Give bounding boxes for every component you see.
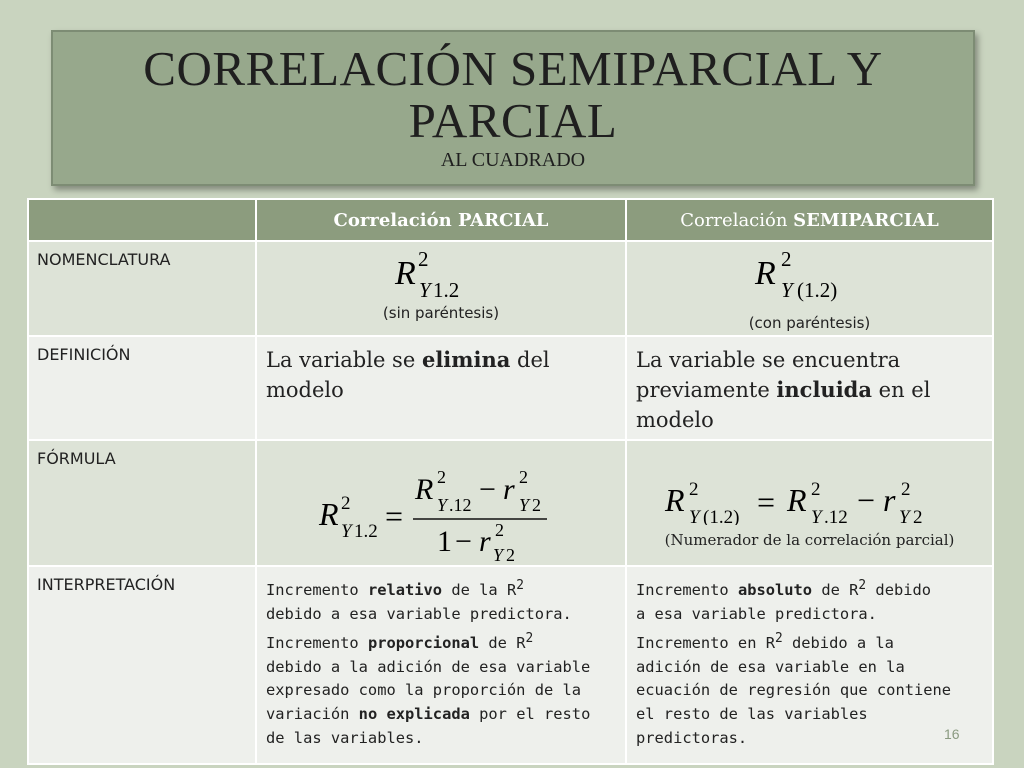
interpretacion-semiparcial [626, 566, 993, 764]
text-run: debido [866, 581, 932, 600]
symbol-squared: 2 [689, 479, 699, 500]
interp-parcial-line-5: expresado como la proporción de la [266, 681, 582, 700]
symbol-Y: Y [899, 507, 910, 525]
row-nomenclatura [28, 241, 993, 336]
formula-parcial-cell [256, 440, 626, 566]
title-box [51, 30, 975, 186]
text-run: Incremento [636, 581, 738, 600]
symbol-Y: Y [811, 507, 822, 525]
superscript: 2 [525, 630, 534, 646]
interp-semi-line-2: a esa variable predictora. [636, 604, 877, 623]
row-label-formula: FÓRMULA [28, 440, 256, 566]
definicion-parcial-text: La variable se [266, 348, 422, 372]
formula-parcial [257, 441, 623, 561]
symbol-squared: 2 [811, 479, 821, 500]
text-run: de R [479, 633, 526, 652]
symbol-squared: 2 [341, 493, 351, 514]
symbol-minus: − [479, 473, 496, 506]
interp-parcial-line-7: de las variables. [266, 729, 424, 748]
row-label-interpretacion: INTERPRETACIÓN [28, 566, 256, 764]
row-formula [28, 440, 993, 566]
superscript: 2 [775, 630, 783, 646]
symbol-minus: − [857, 482, 876, 518]
symbol-sub-2: 2 [913, 507, 923, 525]
symbol-sub-12: 1.2 [354, 521, 378, 542]
symbol-r: r [883, 482, 896, 518]
formula-semiparcial [627, 441, 990, 525]
symbol-Y: Y [689, 507, 700, 525]
header-parcial [256, 199, 626, 241]
definicion-semiparcial-text-end: en el modelo [636, 378, 931, 432]
nomenclatura-parcial-note: (sin paréntesis) [382, 304, 500, 322]
interp-parcial-line-3 [266, 627, 619, 656]
symbol-squared: 2 [495, 520, 504, 540]
row-label-nomenclatura: NOMENCLATURA [28, 241, 256, 336]
row-interpretacion [28, 566, 993, 764]
text-run: Incremento en R [636, 633, 775, 652]
symbol-squared: 2 [437, 467, 446, 487]
row-definicion [28, 336, 993, 440]
interp-semi-line-1 [636, 574, 986, 603]
symbol-equals: = [757, 484, 776, 520]
text-run: Incremento [266, 633, 368, 652]
interp-semi-line-3 [636, 627, 986, 656]
text-run: por el resto [469, 705, 591, 724]
slide-title-line2: PARCIAL [408, 93, 618, 148]
definicion-parcial-emphasis: elimina [421, 347, 511, 372]
definicion-semiparcial-emphasis: incluida [776, 377, 872, 402]
header-semiparcial-strong: SEMIPARCIAL [793, 209, 939, 231]
symbol-sub-12: 1.2 [433, 278, 460, 302]
text-run: variación [266, 705, 359, 724]
slide-title-line1: CORRELACIÓN SEMIPARCIAL Y [143, 41, 883, 96]
interp-parcial-line-2: debido a esa variable predictora. [266, 604, 572, 623]
text-emphasis: no explicada [358, 705, 470, 724]
nomenclatura-semiparcial-formula [627, 242, 990, 304]
symbol-R: R [787, 482, 807, 518]
symbol-sub-dot12: .12 [824, 507, 848, 525]
interp-parcial-line-6 [266, 703, 619, 727]
nomenclatura-semiparcial-cell [626, 241, 993, 336]
interp-semi-line-7: predictoras. [636, 729, 748, 748]
symbol-r: r [479, 525, 491, 558]
symbol-sub-dot12: .12 [449, 495, 472, 515]
definicion-semiparcial [626, 336, 993, 440]
symbol-sub-paren-12: (1.2) [797, 278, 838, 302]
symbol-minus: − [455, 525, 472, 558]
text-run: de la R [442, 581, 517, 600]
slide-title [53, 43, 973, 147]
symbol-squared: 2 [519, 467, 528, 487]
symbol-sub-2: 2 [532, 495, 541, 515]
text-emphasis: absoluto [737, 581, 813, 600]
symbol-R: R [415, 473, 434, 506]
symbol-one: 1 [437, 525, 452, 558]
interp-parcial-line-1 [266, 574, 619, 603]
text-run: de R [812, 581, 859, 600]
comparison-table [27, 198, 994, 765]
page-number: 16 [944, 726, 960, 742]
definicion-semiparcial-text: La variable se encuentra previamente [636, 348, 901, 402]
header-semiparcial-prefix: Correlación [680, 209, 794, 231]
header-semiparcial [626, 199, 993, 241]
symbol-squared: 2 [781, 247, 792, 271]
text-emphasis: relativo [367, 581, 443, 600]
superscript: 2 [858, 578, 867, 593]
definicion-parcial [256, 336, 626, 440]
symbol-Y: Y [437, 495, 448, 515]
header-parcial-prefix: Correlación [333, 209, 458, 231]
nomenclatura-semiparcial-note: (con paréntesis) [748, 314, 871, 332]
symbol-squared: 2 [418, 247, 429, 271]
symbol-squared: 2 [901, 479, 911, 500]
formula-semiparcial-note: (Numerador de la correlación parcial) [664, 531, 955, 549]
superscript: 2 [516, 578, 524, 593]
symbol-R: R [319, 496, 339, 532]
text-run: Incremento [266, 581, 368, 600]
symbol-Y: Y [493, 545, 504, 561]
header-row [28, 199, 993, 241]
symbol-equals: = [385, 498, 404, 534]
text-run: debido a la [782, 633, 894, 652]
interp-parcial-line-4: debido a la adición de esa variable [266, 657, 591, 676]
text-emphasis: proporcional [367, 633, 480, 652]
nomenclatura-parcial-cell [256, 241, 626, 336]
symbol-R: R [755, 255, 776, 292]
symbol-R: R [665, 482, 685, 518]
slide-subtitle: AL CUADRADO [440, 149, 586, 171]
symbol-R: R [395, 255, 416, 292]
symbol-sub-paren-12: (1.2) [703, 507, 740, 525]
symbol-sub-2: 2 [506, 545, 515, 561]
row-label-definicion: DEFINICIÓN [28, 336, 256, 440]
symbol-Y: Y [781, 278, 793, 302]
symbol-Y: Y [419, 278, 431, 302]
symbol-r: r [503, 473, 515, 506]
formula-semiparcial-cell [626, 440, 993, 566]
symbol-Y: Y [341, 521, 352, 542]
definicion-parcial-text-end: del modelo [266, 348, 550, 402]
symbol-Y: Y [519, 495, 530, 515]
header-parcial-strong: PARCIAL [457, 209, 549, 231]
header-empty-cell [28, 199, 256, 241]
nomenclatura-parcial-formula [257, 242, 623, 304]
interp-semi-line-5: ecuación de regresión que contiene [636, 681, 952, 700]
interp-semi-line-6: el resto de las variables [636, 705, 868, 724]
interp-semi-line-4: adición de esa variable en la [636, 657, 905, 676]
interpretacion-parcial [256, 566, 626, 764]
